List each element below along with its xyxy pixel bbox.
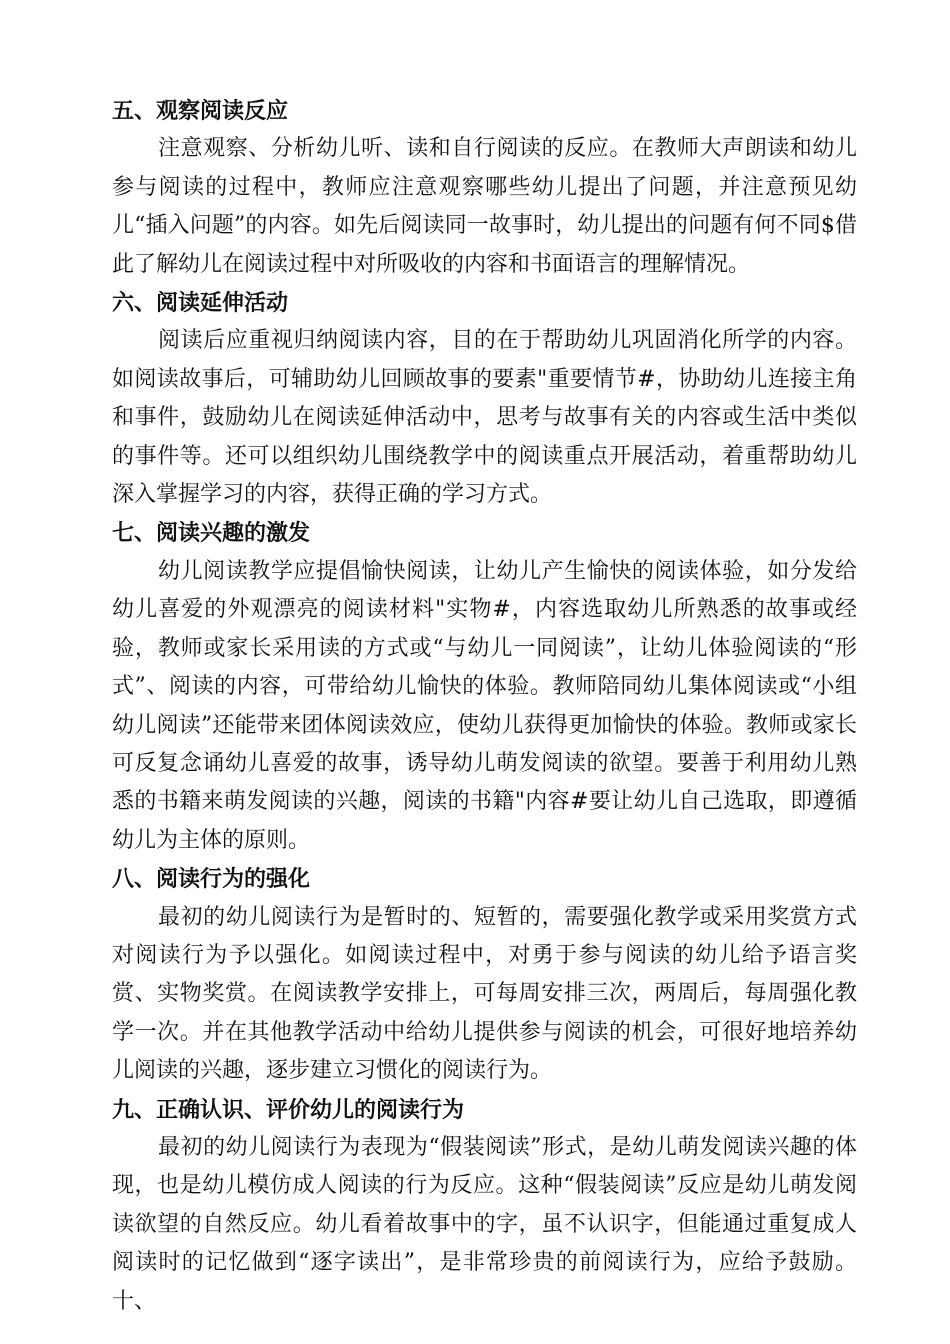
section-heading-7: 七、阅读兴趣的激发: [112, 520, 311, 547]
section-heading-5: 五、观察阅读反应: [112, 98, 289, 124]
section-paragraph-9: 最初的幼儿阅读行为表现为“假装阅读”形式，是幼儿萌发阅读兴趣的体现，也是幼儿模仿成人阅读的行为反应。这种“假装阅读”反应是幼儿萌发阅读欲望的自然反应。幼儿看着故事中的字，虽不认识字，但能通过重复成人阅读时的记忆做到“逐字读出”，是非常珍贵的前阅读行为，应给予鼓励。十、: [112, 1134, 857, 1314]
section-heading-8: 八、阅读行为的强化: [112, 866, 311, 893]
section-heading-9: 九、正确认识、评价幼儿的阅读行为: [112, 1096, 465, 1123]
section-paragraph-5: 注意观察、分析幼儿听、读和自行阅读的反应。在教师大声朗读和幼儿参与阅读的过程中，教师应注意观察哪些幼儿提出了问题，并注意预见幼儿“插入问题”的内容。如先后阅读同一故事时，幼儿提出的问题有何不同$借此了解幼儿在阅读过程中对所吸收的内容和书面语言的理解情况。: [112, 136, 857, 277]
section-paragraph-7: 幼儿阅读教学应提倡愉快阅读，让幼儿产生愉快的阅读体验，如分发给幼儿喜爱的外观漂亮的阅读材料"实物#，内容选取幼儿所熟悉的故事或经验，教师或家长采用读的方式或“与幼儿一同阅读”，让幼儿体验阅读的“形式”、阅读的内容，可带给幼儿愉快的体验。教师陪同幼儿集体阅读或“小组幼儿阅读”还能带来团体阅读效应，使幼儿获得更加愉快的体验。教师或家长可反复念诵幼儿喜爱的故事，诱导幼儿萌发阅读的欲望。要善于利用幼儿熟悉的书籍来萌发阅读的兴趣，阅读的书籍"内容#要让幼儿自己选取，即遵循幼儿为主体的原则。: [112, 558, 857, 853]
document-page: [112, 92, 857, 1321]
section-heading-6: 六、阅读延伸活动: [112, 290, 289, 317]
section-paragraph-8: 最初的幼儿阅读行为是暂时的、短暂的，需要强化教学或采用奖赏方式对阅读行为予以强化。如阅读过程中，对勇于参与阅读的幼儿给予语言奖赏、实物奖赏。在阅读教学安排上，可每周安排三次，两周后，每周强化教学一次。并在其他教学活动中给幼儿提供参与阅读的机会，可很好地培养幼儿阅读的兴趣，逐步建立习惯化的阅读行为。: [112, 904, 857, 1084]
section-paragraph-6: 阅读后应重视归纳阅读内容，目的在于帮助幼儿巩固消化所学的内容。如阅读故事后，可辅助幼儿回顾故事的要素"重要情节#，协助幼儿连接主角和事件，鼓励幼儿在阅读延伸活动中，思考与故事有关的内容或生活中类似的事件等。还可以组织幼儿围绕教学中的阅读重点开展活动，着重帮助幼儿深入掌握学习的内容，获得正确的学习方式。: [112, 328, 857, 508]
